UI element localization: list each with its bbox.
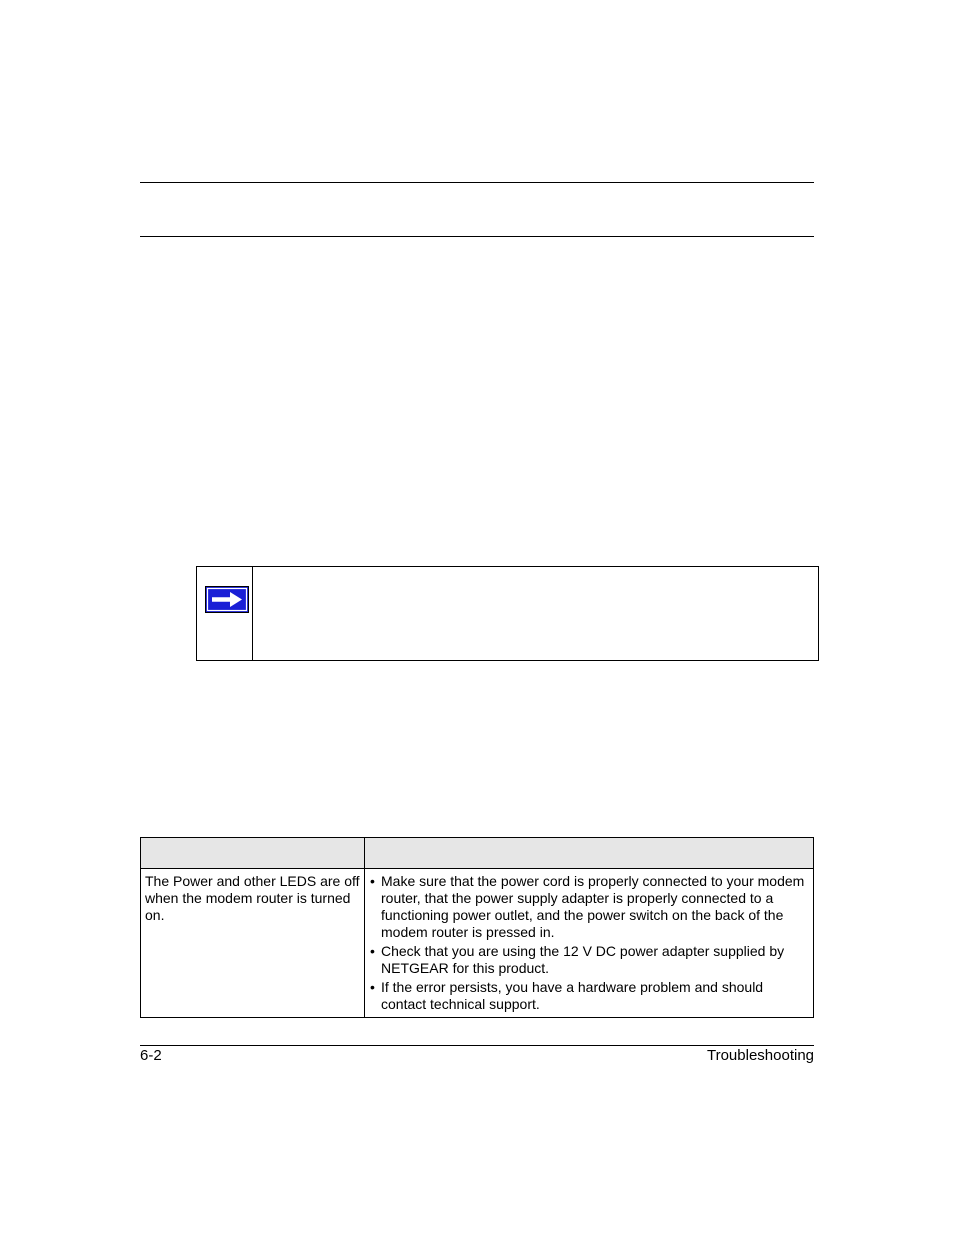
top-rule xyxy=(140,182,814,183)
list-item: • Make sure that the power cord is properly connected to your modem router, that the power supply adapter is properly connected to a functioning power outlet, and the power switch on the back of the modem router is pressed in. xyxy=(370,873,805,940)
list-item: • Check that you are using the 12 V DC power adapter supplied by NETGEAR for this product. xyxy=(370,943,785,976)
footer-rule xyxy=(140,1045,814,1046)
action-list xyxy=(369,872,809,1013)
table-header-row xyxy=(141,838,814,869)
top-rule-lower xyxy=(140,236,814,237)
list-item: • If the error persists, you have a hardware problem and should contact technical support. xyxy=(370,979,764,1012)
action-text: Check that you are using the 12 V DC power adapter supplied by NETGEAR for this product. xyxy=(381,943,785,976)
action-text: Make sure that the power cord is properly connected to your modem router, that the power supply adapter is properly connected to a functioning power outlet, and the power switch on the back of the modem router is pressed in. xyxy=(381,873,805,940)
note-divider xyxy=(252,567,253,660)
action-text: If the error persists, you have a hardware problem and should contact technical support. xyxy=(381,979,764,1012)
page-number: 6-2 xyxy=(140,1047,162,1064)
symptom-cell: The Power and other LEDS are off when the modem router is turned on. xyxy=(141,869,365,1018)
note-box xyxy=(196,566,819,661)
troubleshooting-table xyxy=(140,837,814,1018)
action-cell xyxy=(365,869,814,1018)
section-title: Troubleshooting xyxy=(706,1047,814,1064)
arrow-right-icon xyxy=(205,586,249,613)
table-row xyxy=(141,869,814,1018)
header-symptom xyxy=(141,838,365,869)
header-action xyxy=(365,838,814,869)
